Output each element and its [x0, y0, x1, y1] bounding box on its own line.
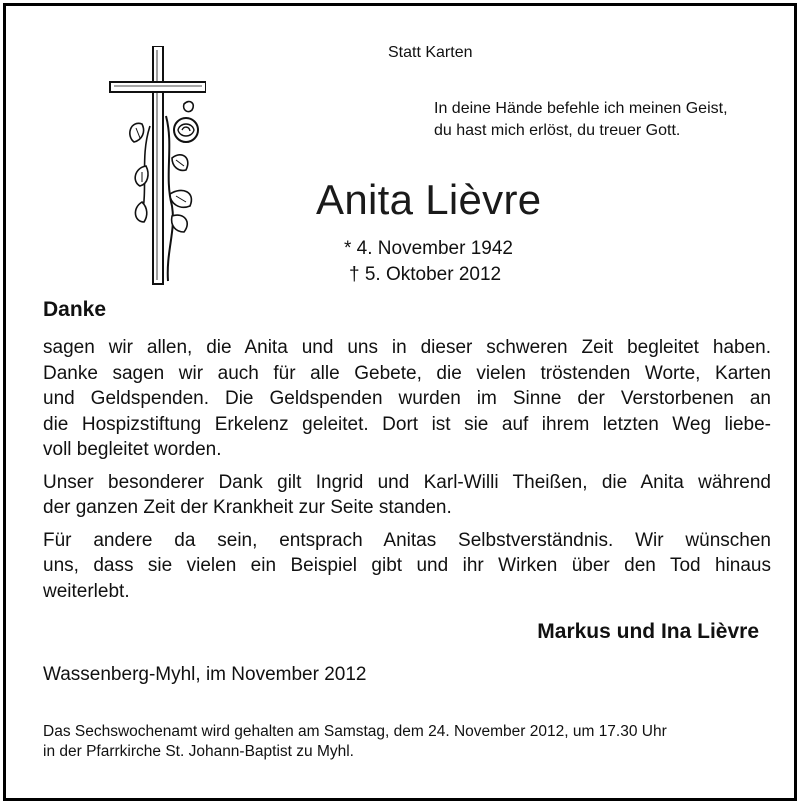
text-line: Danke sagen wir auch für alle Gebete, die vielen tröstenden Worte, Karten	[43, 362, 771, 384]
text-line: Unser besonderer Dank gilt Ingrid und Karl-Willi Theißen, die Anita während	[43, 471, 771, 493]
death-date: † 5. Oktober 2012	[349, 264, 502, 285]
text-line: voll begleitet worden.	[43, 439, 222, 460]
text-line: die Hospizstiftung Erkelenz geleitet. Dort ist sie auf ihrem letzten Weg liebe-	[43, 413, 771, 435]
thanks-heading: Danke	[43, 298, 107, 321]
cross-with-roses-icon	[106, 46, 206, 286]
birth-date: * 4. November 1942	[344, 238, 513, 259]
statt-karten-label: Statt Karten	[388, 44, 473, 61]
signature: Markus und Ina Lièvre	[537, 620, 759, 643]
text-line: weiterlebt.	[43, 580, 130, 602]
verse-line: du hast mich erlöst, du treuer Gott.	[434, 122, 681, 139]
verse-line: In deine Hände befehle ich meinen Geist,	[434, 100, 728, 117]
deceased-name: Anita Lièvre	[316, 176, 542, 223]
thanks-paragraph	[43, 335, 771, 463]
bible-verse	[434, 98, 728, 142]
text-line: Für andere da sein, entsprach Anitas Selbstverständnis. Wir wünschen	[43, 529, 771, 551]
text-line: uns, dass sie vielen ein Beispiel gibt und ihr Wirken über den Tod hinaus	[43, 555, 771, 576]
service-line: Das Sechswochenamt wird gehalten am Samstag, dem 24. November 2012, um 17.30 Uhr	[43, 723, 667, 740]
text-line: und Geldspenden. Die Geldspenden wurden im Sinne der Verstorbenen an	[43, 388, 771, 409]
service-note	[43, 722, 667, 762]
text-line: der ganzen Zeit der Krankheit zur Seite standen.	[43, 497, 452, 518]
place-date: Wassenberg-Myhl, im November 2012	[43, 664, 367, 685]
thanks-paragraph	[43, 528, 771, 605]
obituary-notice	[3, 3, 797, 801]
service-line: in der Pfarrkirche St. Johann-Baptist zu Myhl.	[43, 743, 354, 760]
thanks-paragraph	[43, 470, 771, 521]
thanks-body	[43, 335, 771, 611]
text-line: sagen wir allen, die Anita und uns in dieser schweren Zeit begleitet haben.	[43, 337, 771, 358]
